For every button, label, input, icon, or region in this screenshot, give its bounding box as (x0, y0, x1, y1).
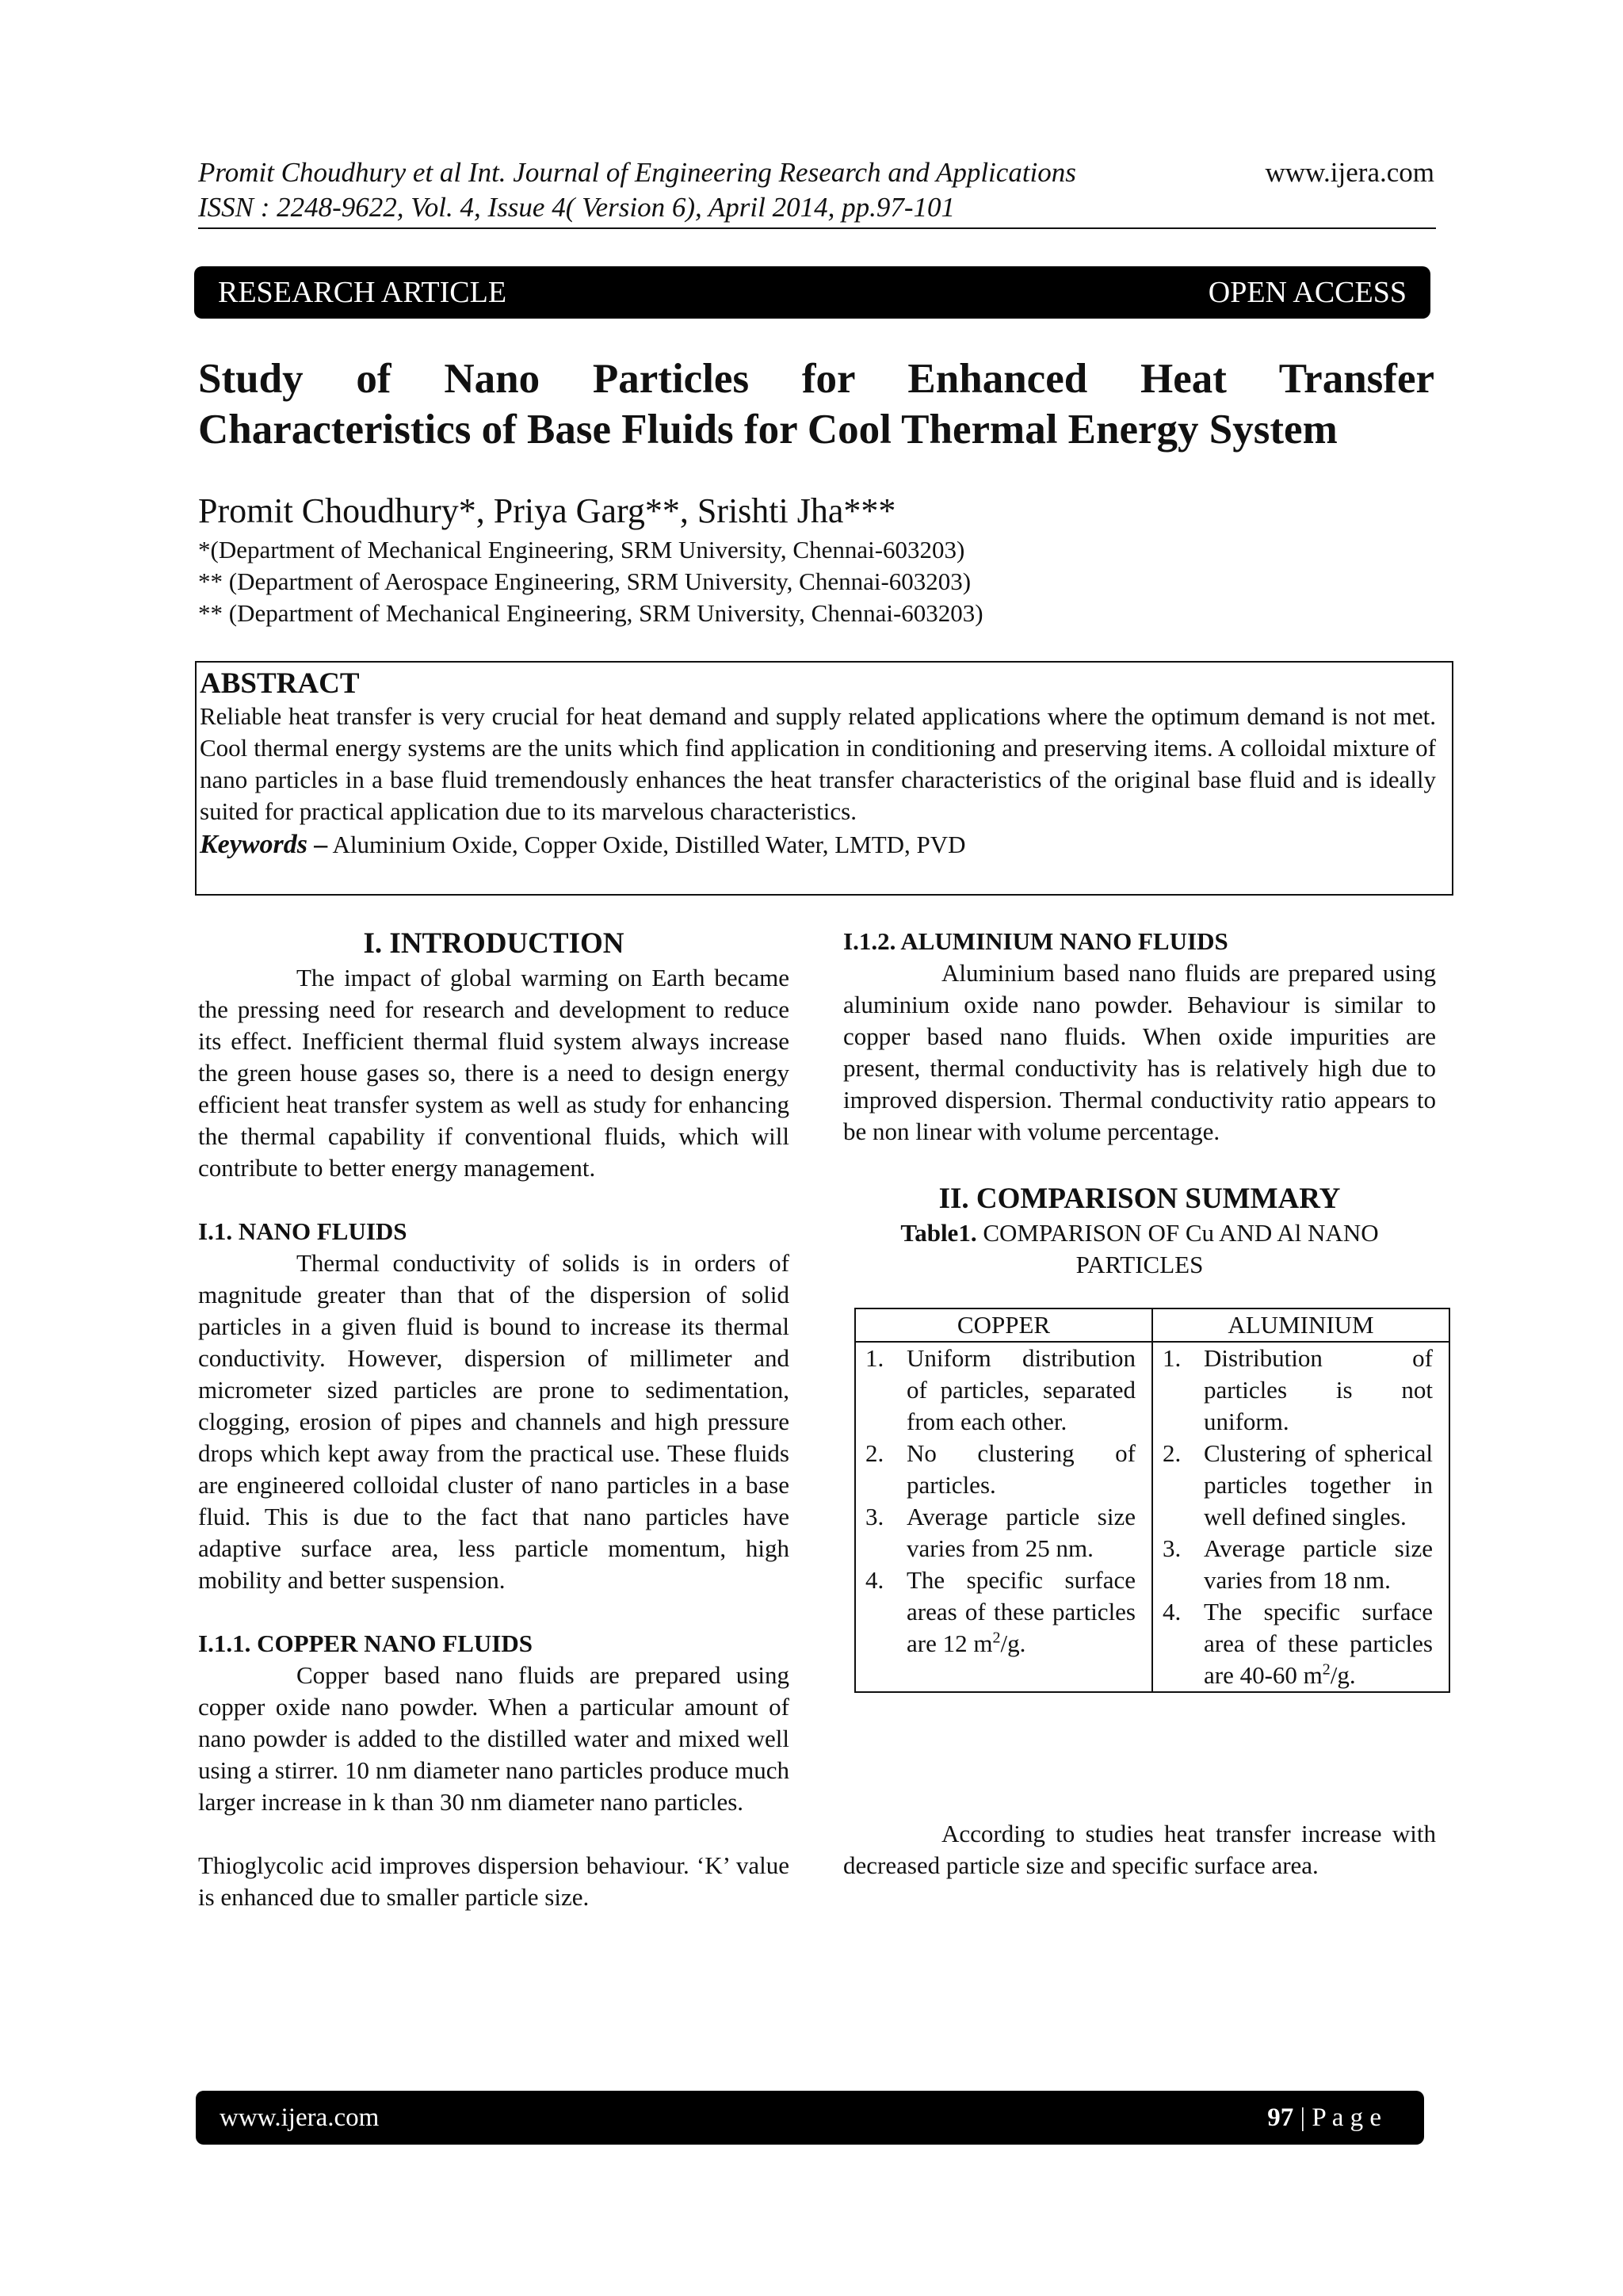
page-number-label: | P a g e (1293, 2103, 1381, 2132)
item-text: Average particle size varies from 25 nm. (907, 1503, 1136, 1562)
item-text: Average particle size varies from 18 nm. (1204, 1534, 1433, 1594)
title-line-1: Study of Nano Particles for Enhanced Heat Transfer (198, 356, 1434, 402)
comparison-table (854, 1308, 1450, 1693)
nano-fluids-heading: I.1. NANO FLUIDS (198, 1217, 407, 1245)
keywords (200, 829, 1436, 861)
journal-issn: ISSN : 2248-9622, Vol. 4, Issue 4( Version 6), April 2014, pp.97-101 (198, 192, 955, 223)
open-access-label: OPEN ACCESS (1208, 276, 1407, 309)
item-number: 3. (865, 1503, 884, 1530)
item-text-unit: /g. (1000, 1629, 1026, 1657)
affiliation-3: ** (Department of Mechanical Engineering, SRM University, Chennai-603203) (198, 599, 983, 627)
list-item (1153, 1596, 1433, 1691)
item-text-main: The specific surface areas of these particles are 12 m (907, 1566, 1136, 1657)
keywords-label: Keywords – (200, 830, 328, 859)
introduction-text: The impact of global warming on Earth became the pressing need for research and development to reduce its effect. Inefficient thermal fluid system always increase the green house gases so, there is a need to design energy efficient heat transfer system as well as study for enhancing the thermal capability if conventional fluids, which will contribute to better energy management. (198, 964, 789, 1182)
list-item (856, 1438, 1136, 1501)
research-article-label: RESEARCH ARTICLE (218, 276, 507, 309)
item-number: 3. (1163, 1534, 1182, 1562)
item-text (907, 1564, 1136, 1660)
list-item (856, 1501, 1136, 1564)
item-text: Clustering of spherical particles together in well defined singles. (1204, 1439, 1433, 1530)
affiliation-2: ** (Department of Aerospace Engineering, SRM University, Chennai-603203) (198, 567, 972, 595)
affiliation-1: *(Department of Mechanical Engineering, SRM University, Chennai-603203) (198, 536, 965, 563)
table-header-row (855, 1308, 1449, 1342)
journal-header (198, 155, 1434, 225)
table-caption-label: Table1. (900, 1219, 977, 1247)
author-list: Promit Choudhury*, Priya Garg**, Srishti Jha*** (198, 491, 896, 530)
column-header-aluminium: ALUMINIUM (1152, 1308, 1449, 1342)
item-number: 4. (865, 1566, 884, 1594)
item-text (1204, 1596, 1433, 1691)
journal-citation: Promit Choudhury et al Int. Journal of Engineering Research and Applications (198, 157, 1076, 188)
copper-cell (855, 1342, 1152, 1692)
abstract-box (195, 661, 1453, 896)
item-text-unit: /g. (1330, 1661, 1356, 1689)
page-number (1267, 2103, 1381, 2133)
item-text: Uniform distribution of particles, separated from each other. (907, 1344, 1136, 1435)
item-text-main: The specific surface area of these particles are 40-60 m (1204, 1598, 1433, 1689)
page-footer (196, 2091, 1424, 2145)
table-caption (843, 1217, 1436, 1281)
table-caption-text: COMPARISON OF Cu AND Al NANO PARTICLES (976, 1219, 1379, 1278)
list-item (1153, 1438, 1433, 1533)
item-text: No clustering of particles. (907, 1439, 1136, 1499)
nano-fluids-text: Thermal conductivity of solids is in orders of magnitude greater than that of the dispersion of solid particles in a given fluid is bound to increase its thermal conductivity. However, dispersion of millimeter and micrometer sized particles are prone to sedimentation, clogging, erosion of pipes and channels and high pressure drops which kept away from the practical use. These fluids are engineered colloidal cluster of nano particles in a base fluid. This is due to the fact that nano particles have adaptive surface area, less particle momentum, high mobility and better suspension. (198, 1249, 789, 1594)
list-item (1153, 1343, 1433, 1438)
item-text: Distribution of particles is not uniform. (1204, 1344, 1433, 1435)
list-item (1153, 1533, 1433, 1596)
copper-nano-fluids-text: Copper based nano fluids are prepared using copper oxide nano powder. When a particular amount of nano powder is added to the distilled water and mixed well using a stirrer. 10 nm diameter nano particles produce much larger increase in k than 30 nm diameter nano particles. (198, 1661, 789, 1816)
right-column (843, 926, 1436, 1281)
item-number: 2. (1163, 1439, 1182, 1467)
conclusion-text: According to studies heat transfer increase with decreased particle size and specific surface area. (843, 1820, 1436, 1879)
keywords-list: Aluminium Oxide, Copper Oxide, Distilled Water, LMTD, PVD (327, 831, 966, 858)
table-row (855, 1342, 1449, 1692)
abstract-heading: ABSTRACT (200, 667, 360, 700)
list-item (856, 1343, 1136, 1438)
introduction-heading: I. INTRODUCTION (363, 927, 624, 960)
item-number: 1. (865, 1344, 884, 1372)
aluminium-nano-fluids-heading: I.1.2. ALUMINIUM NANO FLUIDS (843, 927, 1228, 955)
page-number-value: 97 (1267, 2103, 1294, 2132)
item-number: 1. (1163, 1344, 1182, 1372)
item-superscript: 2 (1322, 1660, 1331, 1679)
column-header-copper: COPPER (855, 1308, 1152, 1342)
article-type-banner (194, 266, 1430, 319)
item-number: 4. (1163, 1598, 1182, 1626)
journal-website[interactable]: www.ijera.com (1265, 157, 1434, 188)
paper-title (198, 353, 1434, 455)
comparison-summary-heading: II. COMPARISON SUMMARY (938, 1182, 1341, 1215)
header-divider (198, 227, 1436, 229)
footer-website[interactable]: www.ijera.com (220, 2103, 380, 2132)
aluminium-nano-fluids-text: Aluminium based nano fluids are prepared using aluminium oxide nano powder. Behaviour is similar to copper based nano fluids. When oxide impurities are present, thermal conductivity has is relatively high due to improved dispersion. Thermal conductivity ratio appears to be non linear with volume percentage. (843, 959, 1436, 1145)
thioglycolic-text: Thioglycolic acid improves dispersion behaviour. ‘K’ value is enhanced due to smaller particle size. (198, 1851, 789, 1911)
title-line-2: Characteristics of Base Fluids for Cool Thermal Energy System (198, 407, 1338, 453)
left-column (198, 926, 789, 1913)
copper-nano-fluids-heading: I.1.1. COPPER NANO FLUIDS (198, 1629, 533, 1657)
list-item (856, 1564, 1136, 1660)
item-superscript: 2 (992, 1629, 1001, 1647)
abstract-text: Reliable heat transfer is very crucial for heat demand and supply related applications where the optimum demand is not met. Cool thermal energy systems are the units which find application in conditioning and preserving items. A colloidal mixture of nano particles in a base fluid tremendously enhances the heat transfer characteristics of the original base fluid and is ideally suited for practical application due to its marvelous characteristics. (200, 702, 1436, 825)
item-number: 2. (865, 1439, 884, 1467)
aluminium-cell (1152, 1342, 1449, 1692)
affiliations (198, 534, 983, 629)
